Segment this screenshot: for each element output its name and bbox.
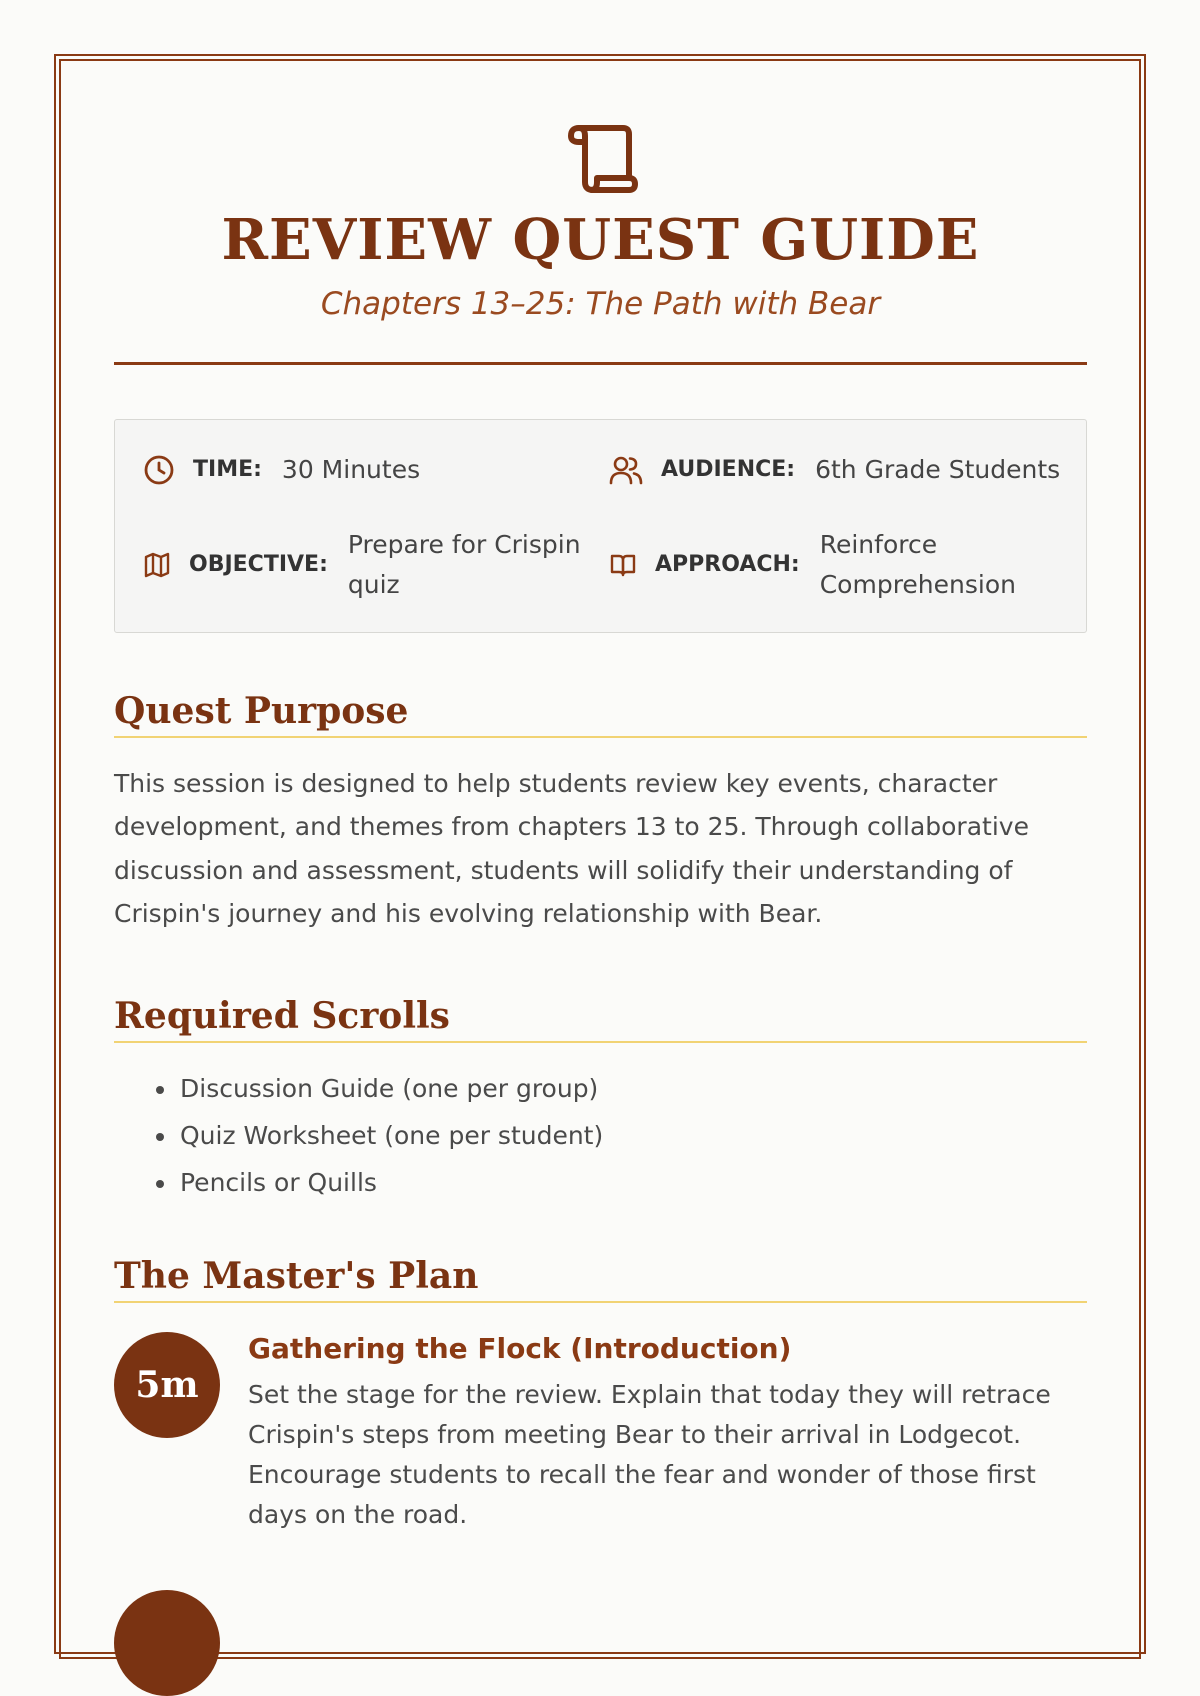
scroll-icon	[563, 120, 639, 196]
purpose-heading: Quest Purpose	[114, 689, 1087, 738]
approach-value-line1: Reinforce	[819, 529, 938, 559]
audience-value: 6th Grade Students	[815, 454, 1061, 484]
audience-label: AUDIENCE:	[661, 457, 796, 483]
purpose-section	[114, 689, 1087, 936]
plan-step	[114, 1329, 1087, 1535]
step-description: Set the stage for the review. Explain that today they will retrace Crispin's steps from meeting Bear to their arrival in Lodgecot. Encourage students to recall the fear and wonder of those first days on the road.	[248, 1379, 1051, 1529]
page-subtitle: Chapters 13–25: The Path with Bear	[320, 285, 881, 322]
step-time-badge: 5m	[114, 1332, 220, 1438]
approach-value-line2: Comprehension	[819, 569, 1016, 599]
scrolls-heading: Required Scrolls	[114, 994, 1087, 1043]
purpose-text: This session is designed to help students review key events, character development, and themes from chapters 13 to 25. Through collaborative discussion and assessment, students will solidify their understanding of Crispin's journey and his evolving relationship with Bear.	[114, 768, 1029, 929]
list-item: • Pencils or Quills	[178, 1159, 1087, 1206]
step-title: Gathering the Flock (Introduction)	[248, 1331, 792, 1365]
info-objective	[143, 525, 581, 605]
scrolls-list	[114, 1065, 1087, 1206]
objective-value-line2: quiz	[347, 569, 400, 599]
objective-value-line1: Prepare for Crispin	[347, 529, 581, 559]
time-label: TIME:	[193, 457, 262, 483]
book-open-icon	[609, 551, 637, 579]
list-item: • Quiz Worksheet (one per student)	[178, 1112, 1087, 1159]
list-item: • Discussion Guide (one per group)	[178, 1065, 1087, 1112]
objective-value	[348, 525, 581, 605]
next-step-badge	[114, 1590, 220, 1696]
guide-header	[114, 120, 1087, 322]
info-approach	[609, 525, 1016, 605]
info-panel	[114, 419, 1087, 633]
approach-label: APPROACH:	[655, 552, 800, 578]
page-title: REVIEW QUEST GUIDE	[221, 207, 980, 273]
info-time	[143, 450, 420, 490]
time-value: 30 Minutes	[281, 454, 421, 484]
scrolls-section	[114, 994, 1087, 1206]
guide-page	[114, 110, 1087, 1535]
step-body	[248, 1329, 1087, 1535]
objective-label: OBJECTIVE:	[189, 552, 328, 578]
info-audience	[609, 450, 1060, 490]
header-divider	[114, 362, 1087, 365]
clock-icon	[143, 454, 175, 486]
users-icon	[609, 454, 643, 486]
plan-heading: The Master's Plan	[114, 1254, 1087, 1303]
plan-section	[114, 1254, 1087, 1535]
map-icon	[143, 551, 171, 579]
approach-value	[820, 525, 1016, 605]
